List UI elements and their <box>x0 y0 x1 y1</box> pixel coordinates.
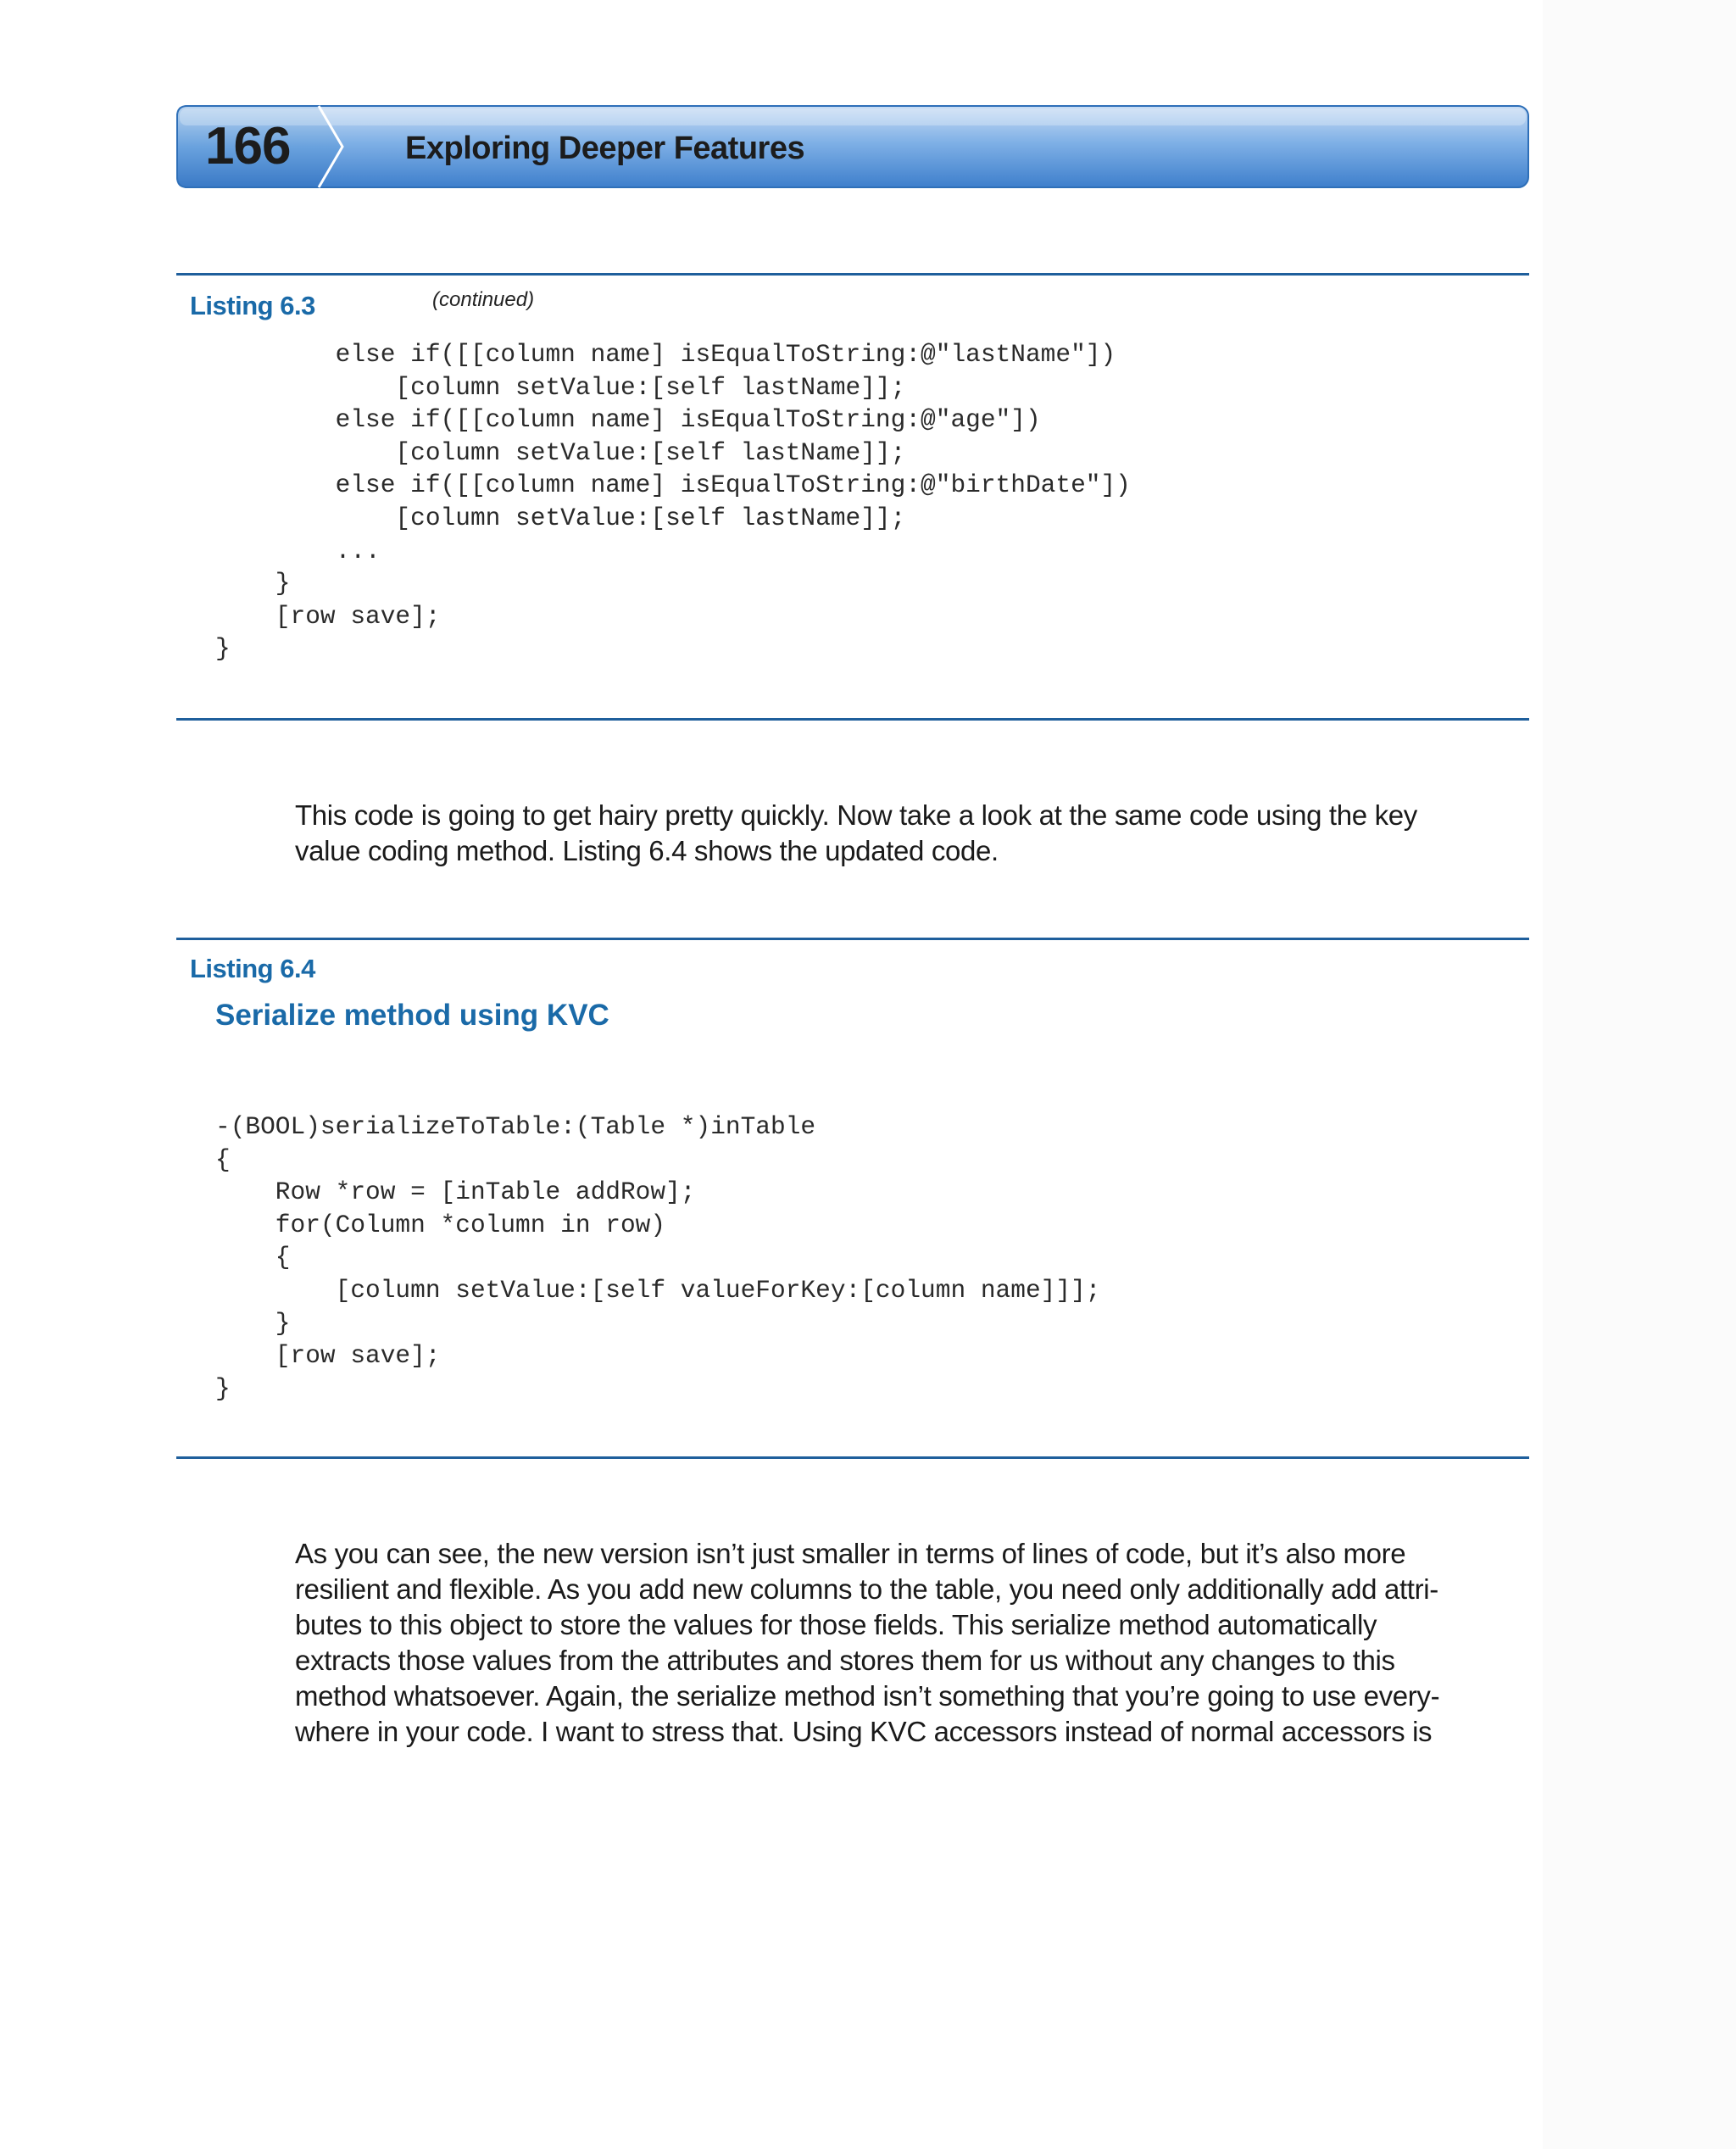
body-paragraph-2 <box>295 1536 1541 1750</box>
page-number: 166 <box>205 117 291 175</box>
listing-6-4-label: Listing 6.4 <box>190 954 315 983</box>
listing-6-4-code: -(BOOL)serializeToTable:(Table *)inTable { Row *row = [inTable addRow]; for(Column *column in row) { [column setValue:[self valueForKey:[column name]]]; } [row save]; } <box>215 1112 1101 1403</box>
listing-bottom-rule <box>176 718 1529 721</box>
chapter-title: Exploring Deeper Features <box>405 131 805 166</box>
paragraph-line: butes to this object to store the values for those fields. This serialize method automatically <box>295 1609 1377 1640</box>
page-header-bar <box>176 105 1529 188</box>
page-gutter <box>1543 0 1736 2149</box>
paragraph-line: method whatsoever. Again, the serialize method isn’t something that you’re going to use every- <box>295 1680 1440 1712</box>
paragraph-line: where in your code. I want to stress that. Using KVC accessors instead of normal accessors is <box>295 1716 1433 1747</box>
header-banner <box>176 105 1529 188</box>
listing-top-rule <box>176 273 1529 276</box>
listing-6-3-code: else if([[column name] isEqualToString:@"lastName"]) [column setValue:[self lastName]]; else if([[column name] isEqualToString:@"age"]) [column setValue:[self lastName]]; else if([[column name] isEqualToString:@"birthDate"]) [column setValue:[self lastName]]; ... } [row save]; } <box>215 340 1131 664</box>
listing-bottom-rule <box>176 1456 1529 1459</box>
listing-6-3-label: Listing 6.3 <box>190 291 315 320</box>
paragraph-line: resilient and flexible. As you add new columns to the table, you need only additionally add attri- <box>295 1573 1438 1605</box>
listing-top-rule <box>176 938 1529 940</box>
body-paragraph-1 <box>295 798 1541 869</box>
paragraph-line: As you can see, the new version isn’t just smaller in terms of lines of code, but it’s also more <box>295 1538 1406 1569</box>
listing-6-4-title: Serialize method using KVC <box>215 999 609 1032</box>
paragraph-line: This code is going to get hairy pretty quickly. Now take a look at the same code using the key <box>295 799 1417 831</box>
paragraph-line: value coding method. Listing 6.4 shows the updated code. <box>295 835 999 866</box>
paragraph-line: extracts those values from the attributes and stores them for us without any changes to this <box>295 1645 1395 1676</box>
listing-continued-note: (continued) <box>432 288 535 311</box>
